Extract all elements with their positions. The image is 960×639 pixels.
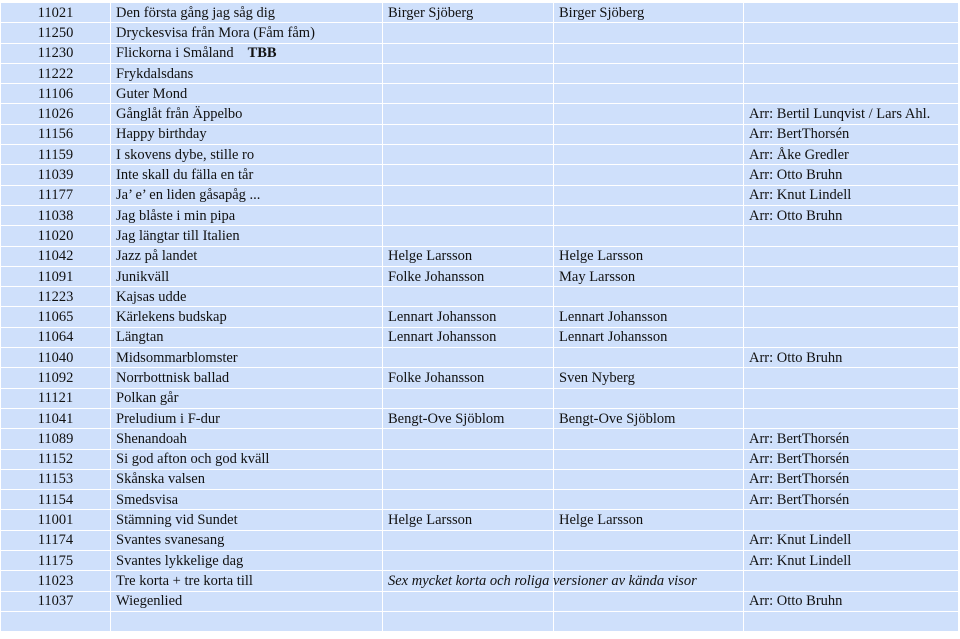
lyricist-cell [554,84,744,104]
song-title-cell [111,185,383,205]
lyricist-cell: Sven Nyberg [554,368,744,388]
song-title: I skovens dybe, stille ro [116,146,255,163]
composer-cell [383,124,554,144]
arranger-cell [744,287,959,307]
song-title: Den första gång jag såg dig [116,4,276,21]
song-number-cell: 11106 [1,84,111,104]
composer-cell [383,388,554,408]
song-title: Dryckesvisa från Mora (Fåm fåm) [116,24,315,41]
song-title-cell [111,266,383,286]
arranger-cell [744,510,959,530]
song-number-cell: 11064 [1,327,111,347]
song-title-cell [111,327,383,347]
song-number-cell: 11175 [1,551,111,571]
table-row [1,591,959,611]
arranger-cell [744,611,959,631]
arranger-cell: Arr: BertThorsén [744,469,959,489]
arranger-cell [744,3,959,23]
song-number-cell: 11152 [1,449,111,469]
lyricist-cell [554,530,744,550]
composer-cell [383,287,554,307]
song-number-cell: 11174 [1,530,111,550]
song-number-cell: 11042 [1,246,111,266]
table-row [1,530,959,550]
arranger-cell: Arr: Åke Gredler [744,145,959,165]
song-title: Ja’ e’ en liden gåsapåg ... [116,187,261,204]
composer-cell [383,43,554,63]
arranger-cell: Arr: Otto Bruhn [744,348,959,368]
lyricist-cell [554,145,744,165]
song-title-cell [111,226,383,246]
composer-cell: Lennart Johansson [383,307,554,327]
song-note: Sex mycket korta och roliga versioner av kända visor [388,572,697,589]
lyricist-cell [554,388,744,408]
arranger-cell [744,226,959,246]
arranger-cell: Arr: Knut Lindell [744,185,959,205]
lyricist-cell: Birger Sjöberg [554,3,744,23]
song-title-tag: TBB [247,45,277,62]
table-row [1,63,959,83]
song-number-cell: 11041 [1,408,111,428]
song-number-cell: 11250 [1,23,111,43]
composer-cell [383,429,554,449]
song-title-cell [111,205,383,225]
arranger-cell: Arr: Otto Bruhn [744,165,959,185]
composer-cell [383,449,554,469]
table-row [1,551,959,571]
song-title-cell [111,124,383,144]
song-title-cell [111,490,383,510]
song-number-cell: 11156 [1,124,111,144]
song-number-cell: 11089 [1,429,111,449]
table-row [1,246,959,266]
song-title: Shenandoah [116,430,187,447]
arranger-cell: Arr: BertThorsén [744,490,959,510]
lyricist-cell [554,165,744,185]
arranger-cell: Arr: Bertil Lunqvist / Lars Ahl. [744,104,959,124]
table-row [1,165,959,185]
lyricist-cell [554,469,744,489]
table-row [1,368,959,388]
song-title-cell [111,23,383,43]
song-title-cell [111,165,383,185]
song-title-cell [111,429,383,449]
song-title: Längtan [116,329,164,346]
composer-cell [383,104,554,124]
composer-cell [383,490,554,510]
song-title: Jag längtar till Italien [116,227,240,244]
lyricist-cell [554,205,744,225]
song-number-cell: 11040 [1,348,111,368]
song-note-cell [383,571,697,591]
table-row [1,205,959,225]
table-row [1,226,959,246]
lyricist-cell [554,124,744,144]
lyricist-cell [554,449,744,469]
song-title: Inte skall du fälla en tår [116,167,254,184]
song-number-cell: 11230 [1,43,111,63]
composer-cell [383,145,554,165]
lyricist-cell [554,226,744,246]
arranger-cell [744,266,959,286]
table-row [1,145,959,165]
song-number-cell: 11222 [1,63,111,83]
song-title: Svantes lykkelige dag [116,552,244,569]
table-row [1,84,959,104]
song-title: Midsommarblomster [116,349,238,366]
song-title: Tre korta + tre korta till [116,572,253,589]
song-title: Stämning vid Sundet [116,512,238,529]
song-title-cell [111,63,383,83]
song-title: Kajsas udde [116,288,187,305]
arranger-cell [744,84,959,104]
lyricist-cell: Helge Larsson [554,510,744,530]
song-number-cell: 11159 [1,145,111,165]
song-title-cell [111,408,383,428]
table-row [1,124,959,144]
song-title-cell [111,510,383,530]
table-row [1,104,959,124]
composer-cell [383,23,554,43]
song-number-cell: 11038 [1,205,111,225]
song-title-cell [111,530,383,550]
song-title: Jag blåste i min pipa [116,207,236,224]
table-row [1,611,959,631]
composer-cell: Folke Johansson [383,266,554,286]
arranger-cell: Arr: Knut Lindell [744,530,959,550]
song-title: Wiegenlied [116,593,183,610]
song-title: Gånglåt från Äppelbo [116,106,243,123]
arranger-cell [744,23,959,43]
lyricist-cell [554,63,744,83]
arranger-cell [744,307,959,327]
song-table [0,2,959,632]
composer-cell [383,205,554,225]
lyricist-cell [554,287,744,307]
song-title: Guter Mond [116,85,188,102]
table-row [1,3,959,23]
table-row [1,510,959,530]
lyricist-cell [554,591,744,611]
composer-cell [383,165,554,185]
song-title-cell [111,246,383,266]
song-title-cell [111,307,383,327]
song-title: Happy birthday [116,126,207,143]
table-row [1,43,959,63]
song-title: Si god afton och god kväll [116,451,270,468]
song-number-cell: 11001 [1,510,111,530]
song-title-cell [111,287,383,307]
lyricist-cell [554,551,744,571]
table-row [1,408,959,428]
table-row [1,307,959,327]
arranger-cell: Arr: Knut Lindell [744,551,959,571]
table-row [1,490,959,510]
table-row [1,429,959,449]
song-title-cell [111,469,383,489]
composer-cell [383,84,554,104]
table-row [1,287,959,307]
song-title: Frykdalsdans [116,65,194,82]
table-row [1,185,959,205]
song-number-cell: 11154 [1,490,111,510]
arranger-cell [744,408,959,428]
lyricist-cell: Lennart Johansson [554,327,744,347]
lyricist-cell: Helge Larsson [554,246,744,266]
arranger-cell [744,571,959,591]
composer-cell [383,530,554,550]
composer-cell [383,348,554,368]
song-title-cell [111,3,383,23]
song-title-cell [111,611,383,631]
lyricist-cell [554,348,744,368]
lyricist-cell [554,185,744,205]
arranger-cell [744,63,959,83]
table-row [1,388,959,408]
composer-cell: Birger Sjöberg [383,3,554,23]
song-title: Kärlekens budskap [116,309,227,326]
composer-cell: Lennart Johansson [383,327,554,347]
song-number-cell: 11021 [1,3,111,23]
song-number-cell: 11023 [1,571,111,591]
lyricist-cell [554,611,744,631]
song-title: Flickorna i Småland [116,45,234,62]
song-title-cell [111,145,383,165]
table-row [1,348,959,368]
song-title: Svantes svanesang [116,532,225,549]
song-table-body [1,3,959,632]
lyricist-cell [554,43,744,63]
song-number-cell: 11065 [1,307,111,327]
song-title-cell [111,449,383,469]
table-row [1,449,959,469]
song-title: Smedsvisa [116,491,179,508]
song-number-cell [1,611,111,631]
composer-cell [383,63,554,83]
arranger-cell [744,388,959,408]
table-row [1,327,959,347]
song-number-cell: 11091 [1,266,111,286]
song-number-cell: 11037 [1,591,111,611]
arranger-cell: Arr: BertThorsén [744,449,959,469]
table-row [1,266,959,286]
composer-cell [383,469,554,489]
composer-cell: Folke Johansson [383,368,554,388]
lyricist-cell [554,429,744,449]
song-title-cell [111,571,383,591]
composer-cell [383,226,554,246]
lyricist-cell: May Larsson [554,266,744,286]
arranger-cell: Arr: BertThorsén [744,429,959,449]
song-title-cell [111,84,383,104]
arranger-cell [744,368,959,388]
table-row [1,571,959,591]
lyricist-cell: Bengt-Ove Sjöblom [554,408,744,428]
arranger-cell [744,327,959,347]
song-number-cell: 11020 [1,226,111,246]
arranger-cell [744,246,959,266]
song-title-cell [111,591,383,611]
table-row [1,23,959,43]
song-title-cell [111,43,383,63]
song-number-cell: 11026 [1,104,111,124]
lyricist-cell [554,104,744,124]
arranger-cell: Arr: Otto Bruhn [744,205,959,225]
song-number-cell: 11121 [1,388,111,408]
song-title: Norrbottnisk ballad [116,369,230,386]
song-title-cell [111,104,383,124]
composer-cell [383,185,554,205]
lyricist-cell [554,490,744,510]
composer-cell: Helge Larsson [383,510,554,530]
arranger-cell: Arr: Otto Bruhn [744,591,959,611]
song-title: Junikväll [116,268,170,285]
song-number-cell: 11153 [1,469,111,489]
song-number-cell: 11039 [1,165,111,185]
song-title: Skånska valsen [116,471,205,488]
arranger-cell: Arr: BertThorsén [744,124,959,144]
song-title: Jazz på landet [116,248,198,265]
lyricist-cell [554,23,744,43]
song-number-cell: 11092 [1,368,111,388]
song-number-cell: 11177 [1,185,111,205]
song-title-cell [111,348,383,368]
lyricist-cell: Lennart Johansson [554,307,744,327]
table-row [1,469,959,489]
song-title-cell [111,551,383,571]
song-title: Preludium i F-dur [116,410,220,427]
composer-cell: Bengt-Ove Sjöblom [383,408,554,428]
arranger-cell [744,43,959,63]
song-title: Polkan går [116,390,179,407]
composer-cell [383,611,554,631]
song-number-cell: 11223 [1,287,111,307]
song-title-cell [111,388,383,408]
song-title-cell [111,368,383,388]
composer-cell: Helge Larsson [383,246,554,266]
composer-cell [383,551,554,571]
composer-cell [383,591,554,611]
